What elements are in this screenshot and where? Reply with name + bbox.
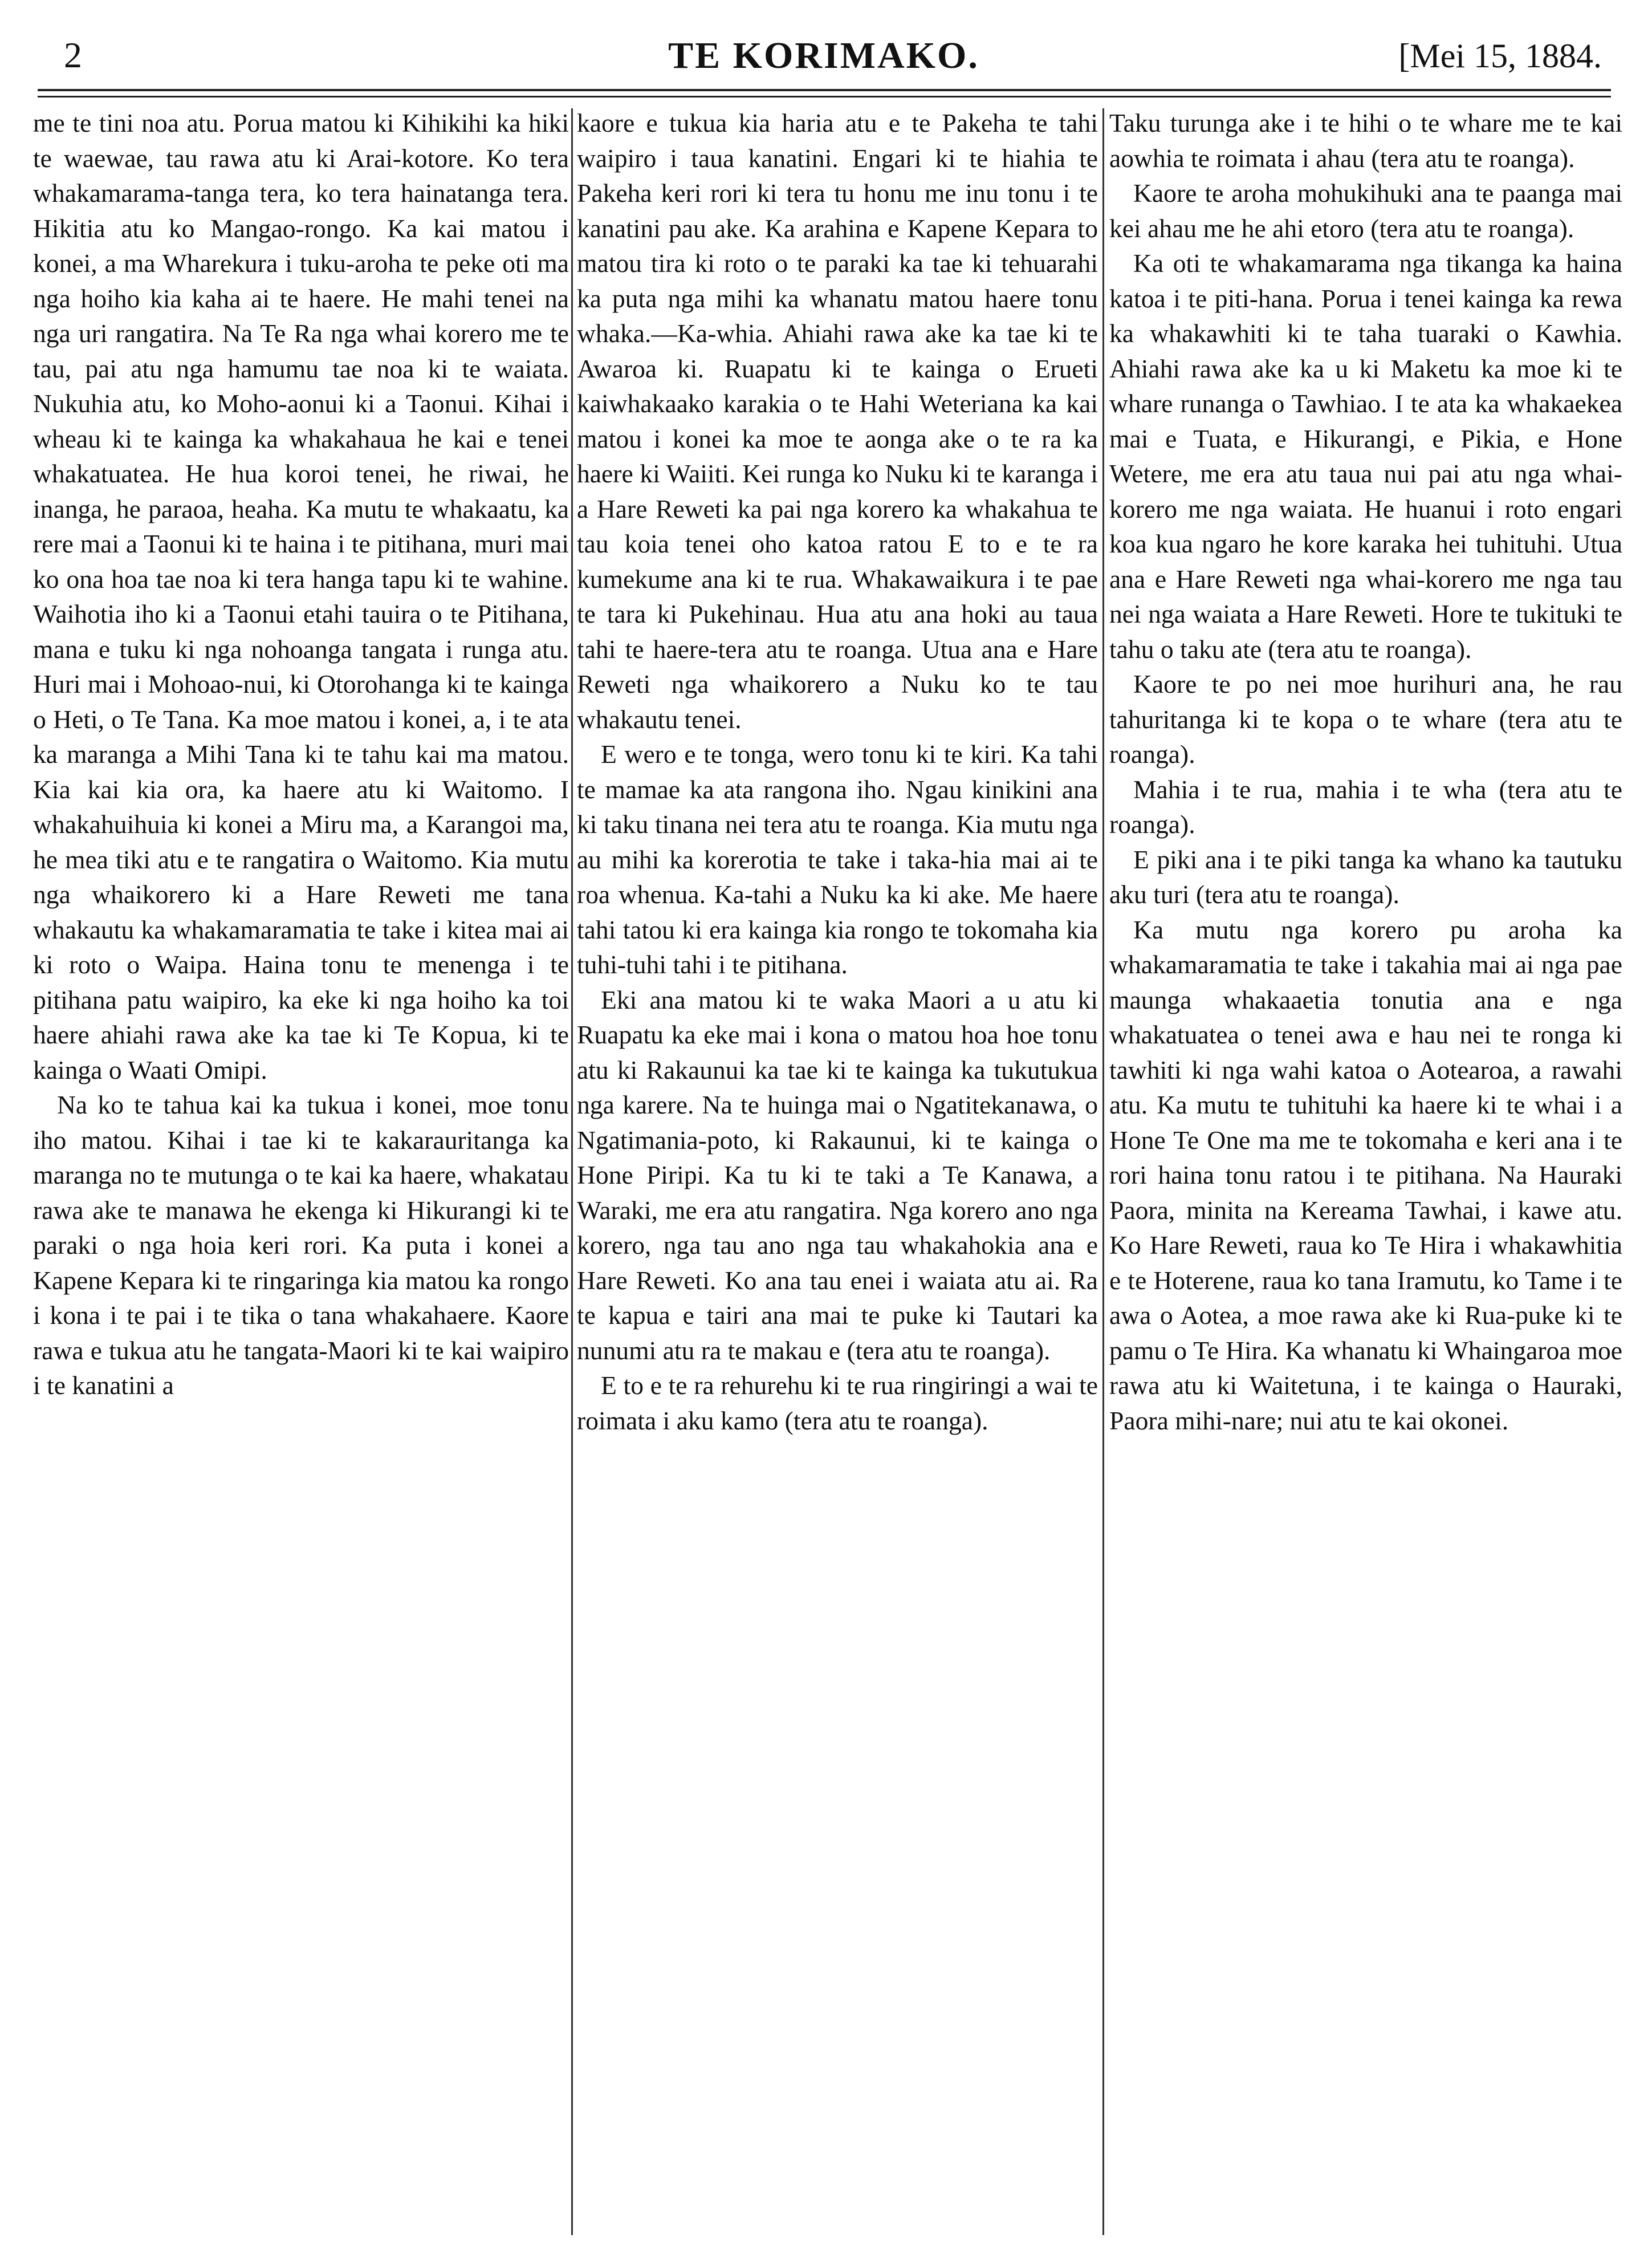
paragraph: Eki ana matou ki te waka Maori a u atu ki Ruapatu ka eke mai i kona o matou hoa hoe tonu atu ki Rakaunui ka tae ki te kainga ka tukutukua nga karere. Na te huinga mai o Ngatitekanawa, o Ngatimania-poto, ki Rakaunui, ki te kainga o Hone Piripi. Ka tu ki te taki a Te Kanawa, a Waraki, me era atu rangatira. Nga korero ano nga korero, nga tau ano nga tau whakahokia ana e Hare Reweti. Ko ana tau enei i waiata atu ai. Ra te kapua e tairi ana mai te puke ki Tautari ka nunumi atu ra te makau e (tera atu te roanga). (577, 985, 1098, 1365)
masthead-title: TE KORIMAKO. (668, 35, 979, 76)
text-column-1 (33, 105, 569, 2241)
text-column-3 (1109, 105, 1622, 2241)
column-divider (571, 108, 573, 2235)
paragraph: Mahia i te rua, mahia i te wha (tera atu te roanga). (1109, 774, 1622, 839)
paragraph: Ka oti te whakamarama nga tikanga ka haina katoa i te piti-hana. Porua i tenei kainga ka rewa ka whakawhiti ki te taha tuaraki o Kawhia. Ahiahi rawa ake ka u ki Maketu ka moe ki te whare runanga o Tawhiao. I te ata ka whakaekea mai e Tuata, e Hikurangi, e Pikia, e Hone Wetere, me era atu taua nui pai atu nga whai-korero me nga waiata. He huanui i roto engari koa kua ngaro he kore karaka hei tuhituhi. Utua ana e Hare Reweti nga whai-korero me nga tau nei nga waiata a Hare Reweti. Hore te tukituki te tahu o taku ate (tera atu te roanga). (1109, 249, 1622, 664)
paragraph: kaore e tukua kia haria atu e te Pakeha te tahi waipiro i taua kanatini. Engari ki te hiahia te Pakeha keri rori ki tera tu honu me inu tonu i te kanatini pau ake. Ka arahina e Kapene Kepara to matou tira ki roto o te paraki ka tae ki tehuarahi ka puta nga mihi ka whanatu matou haere tonu whaka.—Ka-whia. Ahiahi rawa ake ka tae ki te Awaroa ki. Ruapatu ki te kainga o Erueti kaiwhakaako karakia o te Hahi Weteriana ka kai matou i konei ka moe te aonga ake o te ra ka haere ki Waiiti. Kei runga ko Nuku ki te karanga i a Hare Reweti ka pai nga korero ka whakahua te tau koia tenei oho katoa ratou E to e te ra kumekume ana ki te rua. Whakawaikura i te pae te tara ki Pukehinau. Hua atu ana hoki au taua tahi te haere-tera atu te roanga. Utua ana e Hare Reweti nga whaikorero a Nuku ko te tau whakautu tenei. (577, 108, 1098, 734)
paragraph: E piki ana i te piki tanga ka whano ka tautuku aku turi (tera atu te roanga). (1109, 844, 1622, 909)
page-header (34, 34, 1613, 86)
paragraph: E wero e te tonga, wero tonu ki te kiri. Ka tahi te mamae ka ata rangona iho. Ngau kinikini ana ki taku tinana nei tera atu te roanga. Kia mutu nga au mihi ka korerotia te take i taka-hia mai ai te roa whenua. Ka-tahi a Nuku ka ki ake. Me haere tahi tatou ki era kainga kia rongo te tokomaha kia tuhi-tuhi tahi i te pitihana. (577, 740, 1098, 979)
paragraph: Taku turunga ake i te hihi o te whare me te kai aowhia te roimata i ahau (tera atu te roanga). (1109, 108, 1622, 173)
header-rule-top (38, 89, 1611, 91)
page-number: 2 (64, 35, 82, 75)
paragraph: Na ko te tahua kai ka tukua i konei, moe tonu iho matou. Kihai i tae ki te kakarauritanga ka maranga no te mutunga o te kai ka haere, whakatau rawa ake te manawa he ekenga ki Hikurangi ki te paraki o nga hoia keri rori. Ka puta i konei a Kapene Kepara ki te ringaringa kia matou ka rongo i kona i te pai i te tika o tana whakahaere. Kaore rawa e tukua atu he tangata-Maori ki te kai waipiro i te kanatini a (33, 1090, 569, 1400)
paragraph: Kaore te po nei moe hurihuri ana, he rau tahuritanga ki te kopa o te whare (tera atu te roanga). (1109, 669, 1622, 769)
paragraph: me te tini noa atu. Porua matou ki Kihikihi ka hiki te waewae, tau rawa atu ki Arai-kotore. Ko tera whakamarama-tanga tera, ko tera hainatanga tera. Hikitia atu ko Mangao-rongo. Ka kai matou i konei, a ma Wharekura i tuku-aroha te peke oti ma nga hoiho kia kaha ai te haere. He mahi tenei na nga uri rangatira. Na Te Ra nga whai korero me te tau, pai atu nga hamumu tae noa ki te waiata. Nukuhia atu, ko Moho-aonui ki a Taonui. Kihai i wheau ki te kainga ka whakahaua he kai e tenei whakatuatea. He hua koroi tenei, he riwai, he inanga, he paraoa, heaha. Ka mutu te whakaatu, ka rere mai a Taonui ki te haina i te pitihana, muri mai ko ona hoa tae noa ki tera hanga tapu ki te wahine. Waihotia iho ki a Taonui etahi tauira o te Pitihana, mana e tuku ki nga nohoanga tangata i runga atu. Huri mai i Mohoao-nui, ki Otorohanga ki te kainga o Heti, o Te Tana. Ka moe matou i konei, a, i te ata ka maranga a Mihi Tana ki te tahu kai ma matou. Kia kai kia ora, ka haere atu ki Waitomo. I whakahuihuia ki konei a Miru ma, a Karangoi ma, he mea tiki atu e te rangatira o Waitomo. Kia mutu nga whaikorero ki a Hare Reweti me tana whakautu ka whakamaramatia te take i kitea mai ai ki roto o Waipa. Haina tonu te menenga i te pitihana patu waipiro, ka eke ki nga hoiho ka toi haere ahiahi rawa ake ka tae ki Te Kopua, ki te kainga o Waati Omipi. (33, 108, 569, 1084)
paragraph: Ka mutu nga korero pu aroha ka whakamaramatia te take i takahia mai ai nga pae maunga whakaaetia tonutia ana e nga whakatuatea o tenei awa e hau nei te ronga ki tawhiti ki nga wahi katoa o Aotearoa, a rawahi atu. Ka mutu te tuhituhi ka haere ki te whai i a Hone Te One ma me te tokomaha e keri ana i te rori haina tonu ratou i te pitihana. Na Hauraki Paora, minita na Kereama Tawhai, i kawe atu. Ko Hare Reweti, raua ko Te Hira i whakawhitia e te Hoterene, raua ko tana Iramutu, ko Tame i te awa o Aotea, a moe rawa ake ki Rua-puke ki te pamu o Te Hira. Ka whanatu ki Whaingaroa moe rawa atu ki Waitetuna, i te kainga o Hauraki, Paora mihi-nare; nui atu te kai okonei. (1109, 915, 1622, 1435)
column-divider (1102, 108, 1104, 2235)
text-column-2 (577, 105, 1098, 2241)
paragraph: E to e te ra rehurehu ki te rua ringiringi a wai te roimata i aku kamo (tera atu te roanga). (577, 1371, 1098, 1435)
issue-date: [Mei 15, 1884. (1398, 37, 1602, 75)
paragraph: Kaore te aroha mohukihuki ana te paanga mai kei ahau me he ahi etoro (tera atu te roanga). (1109, 178, 1622, 243)
header-rule-bottom (38, 96, 1611, 97)
